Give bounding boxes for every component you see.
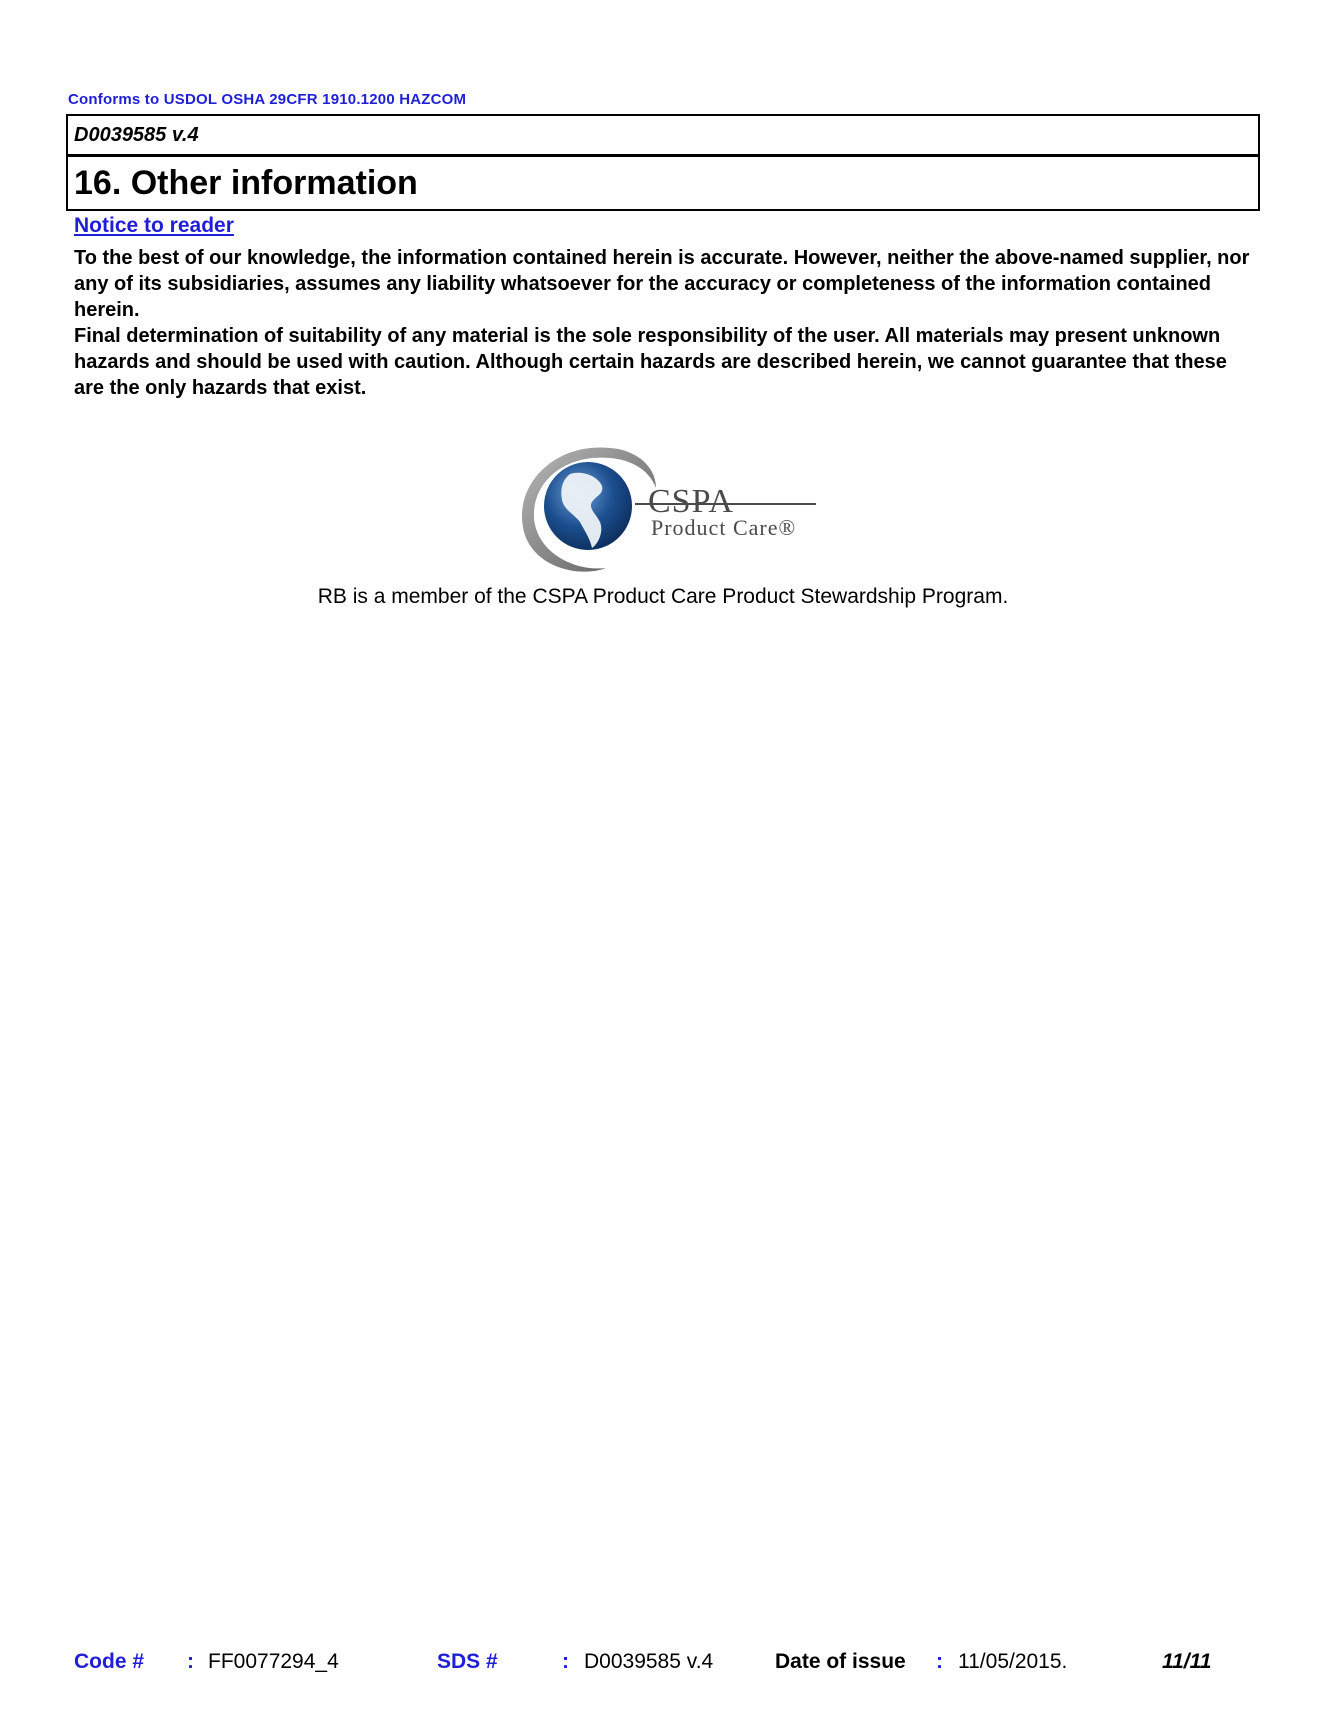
page-footer	[0, 1650, 1326, 1680]
date-label: Date of issue	[775, 1650, 906, 1673]
notice-paragraph-1: To the best of our knowledge, the information contained herein is accurate. However, neither the above-named supplier, nor any of its subsidiaries, assumes any liability whatsoever for the accuracy or completeness of the information contained herein.	[74, 247, 1250, 321]
page-number: 11/11	[1162, 1650, 1212, 1673]
code-colon: :	[187, 1650, 194, 1673]
notice-body	[74, 245, 1254, 401]
sds-label: SDS #	[437, 1650, 498, 1673]
code-value: FF0077294_4	[208, 1650, 339, 1673]
section-header	[66, 155, 1260, 211]
membership-statement	[0, 585, 1326, 609]
sds-value: D0039585 v.4	[584, 1650, 714, 1673]
membership-statement-text: RB is a member of the CSPA Product Care Product Stewardship Program.	[317, 585, 1009, 608]
logo-subtitle: Product Care®	[651, 515, 797, 540]
date-colon: :	[936, 1650, 943, 1673]
notice-to-reader-link[interactable]: Notice to reader	[74, 214, 234, 237]
document-id-bar	[66, 114, 1260, 156]
sds-colon: :	[562, 1650, 569, 1673]
date-value: 11/05/2015.	[958, 1650, 1068, 1673]
notice-paragraph-2: Final determination of suitability of any material is the sole responsibility of the user. All materials may present unknown hazards and should be used with caution. Although certain hazards are described herein, we cannot guarantee that these are the only hazards that exist.	[74, 325, 1227, 399]
logo-title: CSPA	[648, 483, 734, 520]
conformance-note: Conforms to USDOL OSHA 29CFR 1910.1200 HAZCOM	[68, 91, 467, 108]
section-title: 16. Other information	[74, 164, 418, 202]
code-label: Code #	[74, 1650, 145, 1673]
document-id: D0039585 v.4	[74, 124, 199, 146]
